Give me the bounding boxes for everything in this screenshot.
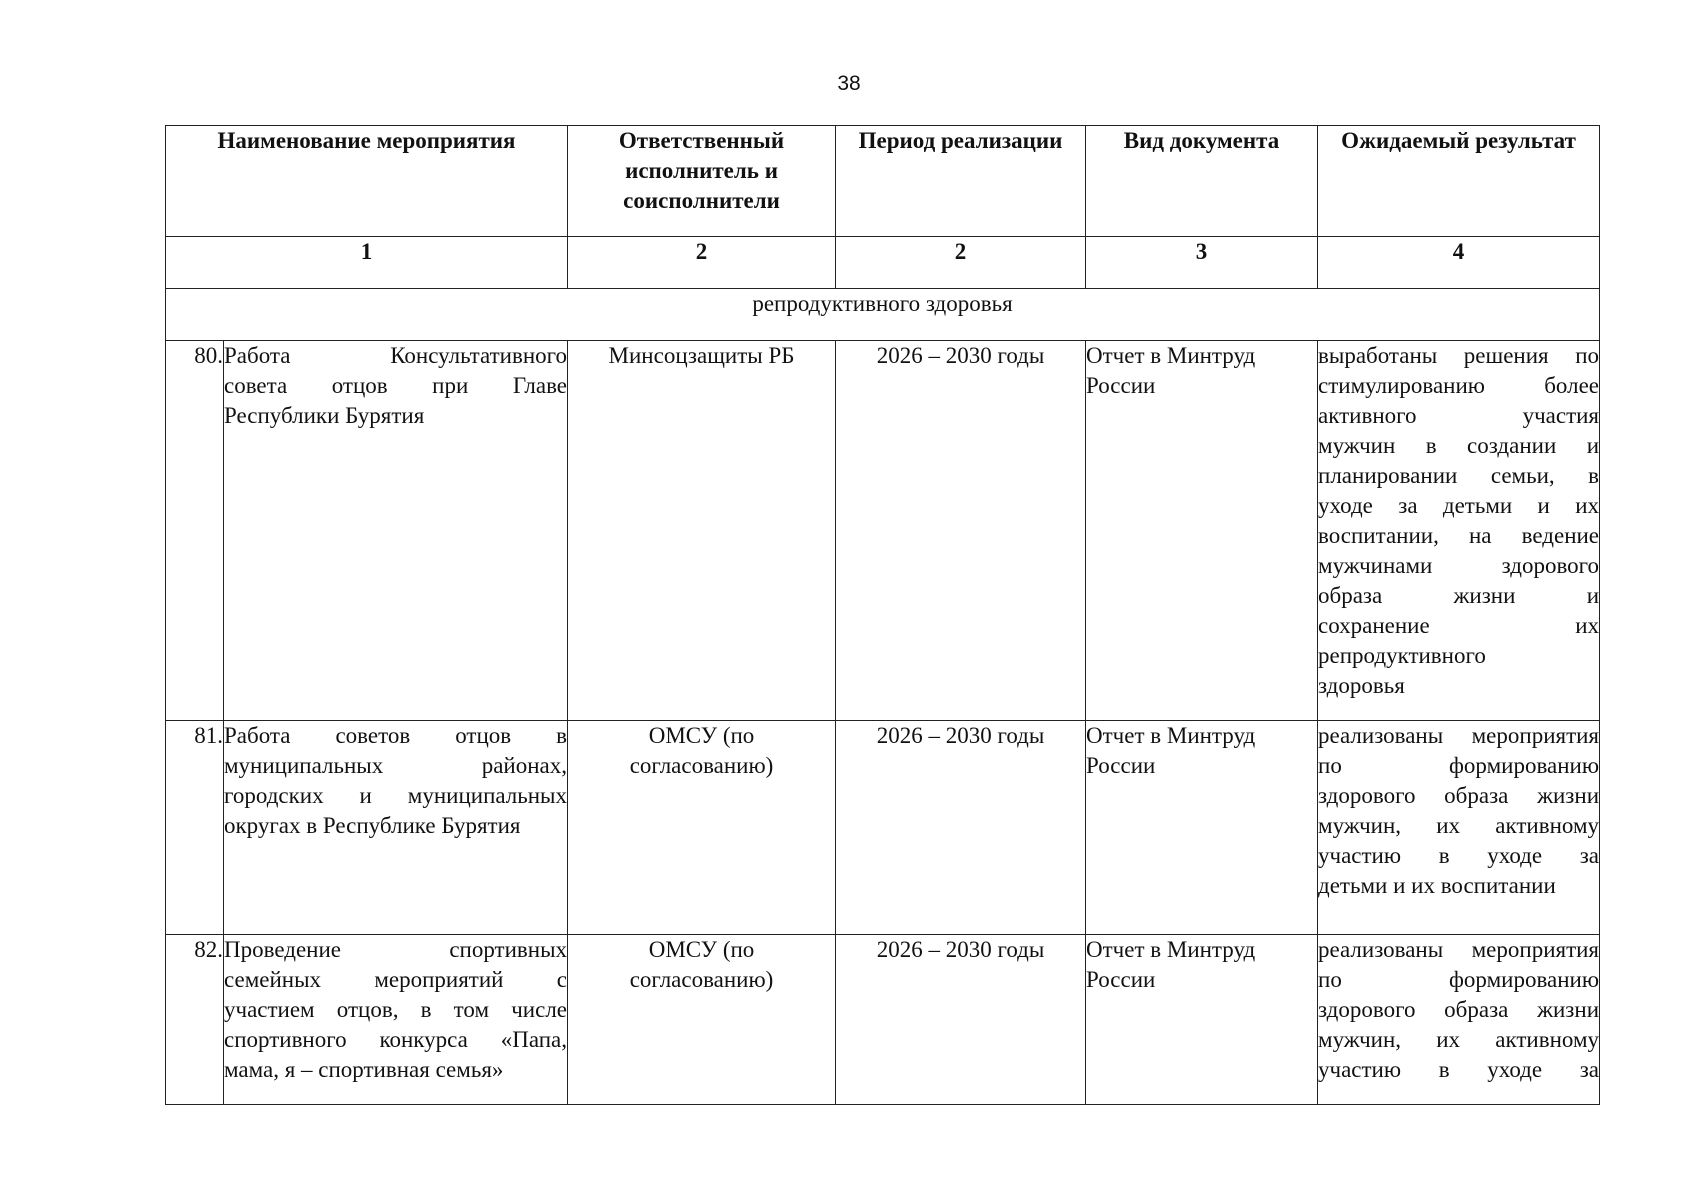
header-document-type: Вид документа bbox=[1086, 126, 1318, 237]
text-line: сохранение их bbox=[1318, 613, 1600, 638]
text-line: здорового образа жизни bbox=[1318, 997, 1600, 1022]
text-line: реализованы мероприятия bbox=[1318, 723, 1600, 748]
text-line: России bbox=[1086, 753, 1156, 778]
activities-table bbox=[165, 125, 1600, 1105]
header-period: Период реализации bbox=[836, 126, 1086, 237]
text-line: участию в уходе за bbox=[1318, 843, 1600, 868]
text-line: активного участия bbox=[1318, 403, 1600, 428]
period-cell: 2026 – 2030 годы bbox=[836, 341, 1086, 721]
column-numbers-row bbox=[166, 237, 1600, 289]
text-line: России bbox=[1086, 967, 1156, 992]
text-line: уходе за детьми и их bbox=[1318, 493, 1600, 518]
document-type-cell bbox=[1086, 935, 1318, 1105]
text-line: Минсоцзащиты РБ bbox=[608, 343, 795, 368]
activity-name-cell bbox=[224, 935, 568, 1105]
executor-cell bbox=[568, 935, 836, 1105]
text-line: мужчин, их активному bbox=[1318, 813, 1600, 838]
text-line: совета отцов при Главе bbox=[224, 373, 568, 398]
period-cell: 2026 – 2030 годы bbox=[836, 935, 1086, 1105]
text-line: России bbox=[1086, 373, 1156, 398]
expected-result-cell bbox=[1318, 341, 1600, 721]
header-executor-line: Ответственный bbox=[618, 128, 785, 153]
text-line: мужчин, их активному bbox=[1318, 1027, 1600, 1052]
expected-result-cell bbox=[1318, 721, 1600, 935]
column-number: 3 bbox=[1086, 237, 1318, 289]
text-line: репродуктивного bbox=[1318, 643, 1486, 668]
header-executor-line: соисполнители bbox=[623, 188, 780, 213]
text-line: округах в Республике Бурятия bbox=[224, 813, 521, 838]
activity-name-cell bbox=[224, 341, 568, 721]
page-number: 38 bbox=[837, 72, 861, 95]
document-type-cell bbox=[1086, 721, 1318, 935]
period-cell: 2026 – 2030 годы bbox=[836, 721, 1086, 935]
text-line: Работа советов отцов в bbox=[224, 723, 568, 748]
text-line: детьми и их воспитании bbox=[1318, 873, 1556, 898]
text-line: согласованию) bbox=[629, 753, 774, 778]
text-line: планировании семьи, в bbox=[1318, 463, 1600, 488]
text-line: здоровья bbox=[1318, 673, 1405, 698]
header-executor-line: исполнитель и bbox=[625, 158, 778, 183]
text-line: образа жизни и bbox=[1318, 583, 1600, 608]
header-activity-name: Наименование мероприятия bbox=[166, 126, 568, 237]
column-number: 1 bbox=[166, 237, 568, 289]
text-line: городских и муниципальных bbox=[224, 783, 568, 808]
text-line: здорового образа жизни bbox=[1318, 783, 1600, 808]
text-line: по формированию bbox=[1318, 967, 1600, 992]
section-row bbox=[166, 289, 1600, 341]
row-index: 81. bbox=[166, 721, 224, 935]
column-number: 2 bbox=[836, 237, 1086, 289]
row-index: 80. bbox=[166, 341, 224, 721]
text-line: Отчет в Минтруд bbox=[1086, 937, 1256, 962]
table-row bbox=[166, 341, 1600, 721]
expected-result-cell bbox=[1318, 935, 1600, 1105]
row-index: 82. bbox=[166, 935, 224, 1105]
activity-name-cell bbox=[224, 721, 568, 935]
text-line: спортивного конкурса «Папа, bbox=[224, 1027, 568, 1052]
text-line: семейных мероприятий с bbox=[224, 967, 568, 992]
document-type-cell bbox=[1086, 341, 1318, 721]
header-executor bbox=[568, 126, 836, 237]
text-line: мужчин в создании и bbox=[1318, 433, 1600, 458]
text-line: Проведение спортивных bbox=[224, 937, 568, 962]
text-line: реализованы мероприятия bbox=[1318, 937, 1600, 962]
text-line: стимулированию более bbox=[1318, 373, 1600, 398]
text-line: муниципальных районах, bbox=[224, 753, 568, 778]
text-line: ОМСУ (по bbox=[648, 723, 755, 748]
text-line: согласованию) bbox=[629, 967, 774, 992]
text-line: Работа Консультативного bbox=[224, 343, 568, 368]
text-line: по формированию bbox=[1318, 753, 1600, 778]
text-line: участием отцов, в том числе bbox=[224, 997, 568, 1022]
text-line: выработаны решения по bbox=[1318, 343, 1600, 368]
executor-cell bbox=[568, 341, 836, 721]
table-row bbox=[166, 721, 1600, 935]
text-line: ОМСУ (по bbox=[648, 937, 755, 962]
text-line: Республики Бурятия bbox=[224, 403, 425, 428]
executor-cell bbox=[568, 721, 836, 935]
text-line: мама, я – спортивная семья» bbox=[224, 1057, 504, 1082]
text-line: воспитании, на ведение bbox=[1318, 523, 1600, 548]
column-number: 2 bbox=[568, 237, 836, 289]
header-row bbox=[166, 126, 1600, 237]
section-title: репродуктивного здоровья bbox=[166, 289, 1600, 341]
text-line: Отчет в Минтруд bbox=[1086, 343, 1256, 368]
text-line: Отчет в Минтруд bbox=[1086, 723, 1256, 748]
table-row bbox=[166, 935, 1600, 1105]
column-number: 4 bbox=[1318, 237, 1600, 289]
header-expected-result: Ожидаемый результат bbox=[1318, 126, 1600, 237]
text-line: мужчинами здорового bbox=[1318, 553, 1600, 578]
text-line: участию в уходе за bbox=[1318, 1057, 1600, 1082]
